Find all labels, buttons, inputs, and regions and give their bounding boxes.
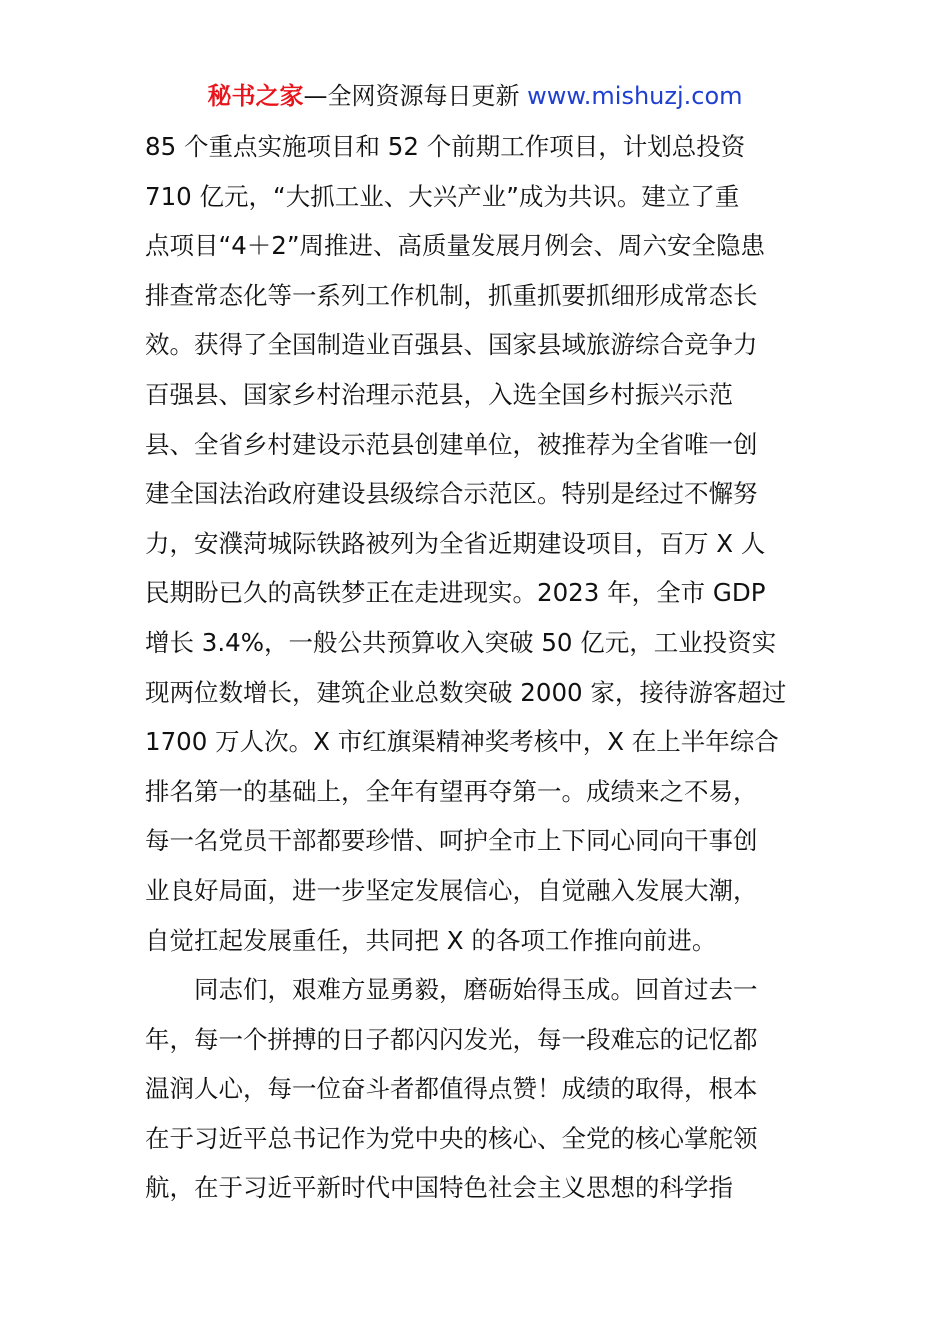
- text-line: 增长 3.4%，一般公共预算收入突破 50 亿元，工业投资实: [145, 627, 777, 657]
- paragraph-first-line: 同志们，艰难方显勇毅，磨砺始得玉成。回首过去一: [194, 975, 758, 1005]
- text-line: 力，安濮菏城际铁路被列为全省近期建设项目，百万 X 人: [145, 528, 766, 558]
- site-tagline: —全网资源每日更新: [303, 82, 520, 110]
- text-line: 年，每一个拼搏的日子都闪闪发光，每一段难忘的记忆都: [145, 1024, 758, 1054]
- text-line: 710 亿元，“大抓工业、大兴产业”成为共识。建立了重: [145, 181, 740, 211]
- site-header: [0, 80, 950, 112]
- text-line: 自觉扛起发展重任，共同把 X 的各项工作推向前进。: [145, 925, 717, 955]
- text-line: 1700 万人次。X 市红旗渠精神奖考核中，X 在上半年综合: [145, 727, 779, 757]
- text-line: 在于习近平总书记作为党中央的核心、全党的核心掌舵领: [145, 1123, 758, 1153]
- text-line: 建全国法治政府建设县级综合示范区。特别是经过不懈努: [145, 479, 758, 509]
- text-line: 县、全省乡村建设示范县创建单位，被推荐为全省唯一创: [145, 429, 758, 459]
- text-line: 温润人心，每一位奋斗者都值得点赞！成绩的取得，根本: [145, 1074, 758, 1104]
- text-line: 业良好局面，进一步坚定发展信心，自觉融入发展大潮，: [145, 875, 758, 905]
- text-line: 百强县、国家乡村治理示范县，入选全国乡村振兴示范: [145, 379, 733, 409]
- site-brand: 秘书之家: [207, 82, 304, 110]
- text-line: 航，在于习近平新时代中国特色社会主义思想的科学指: [145, 1173, 733, 1203]
- site-url-link[interactable]: www.mishuzj.com: [527, 82, 743, 110]
- document-body: [145, 122, 809, 1213]
- text-line: 点项目“4＋2”周推进、高质量发展月例会、周六安全隐患: [145, 231, 766, 261]
- text-line: 民期盼已久的高铁梦正在走进现实。2023 年，全市 GDP: [145, 578, 766, 608]
- text-line: 效。获得了全国制造业百强县、国家县域旅游综合竞争力: [145, 330, 758, 360]
- text-line: 排名第一的基础上，全年有望再夺第一。成绩来之不易，: [145, 776, 758, 806]
- text-line: 现两位数增长，建筑企业总数突破 2000 家，接待游客超过: [145, 677, 787, 707]
- text-line: 排查常态化等一系列工作机制，抓重抓要抓细形成常态长: [145, 280, 758, 310]
- text-line: 每一名党员干部都要珍惜、呵护全市上下同心同向干事创: [145, 826, 758, 856]
- text-line: 85 个重点实施项目和 52 个前期工作项目，计划总投资: [145, 132, 746, 161]
